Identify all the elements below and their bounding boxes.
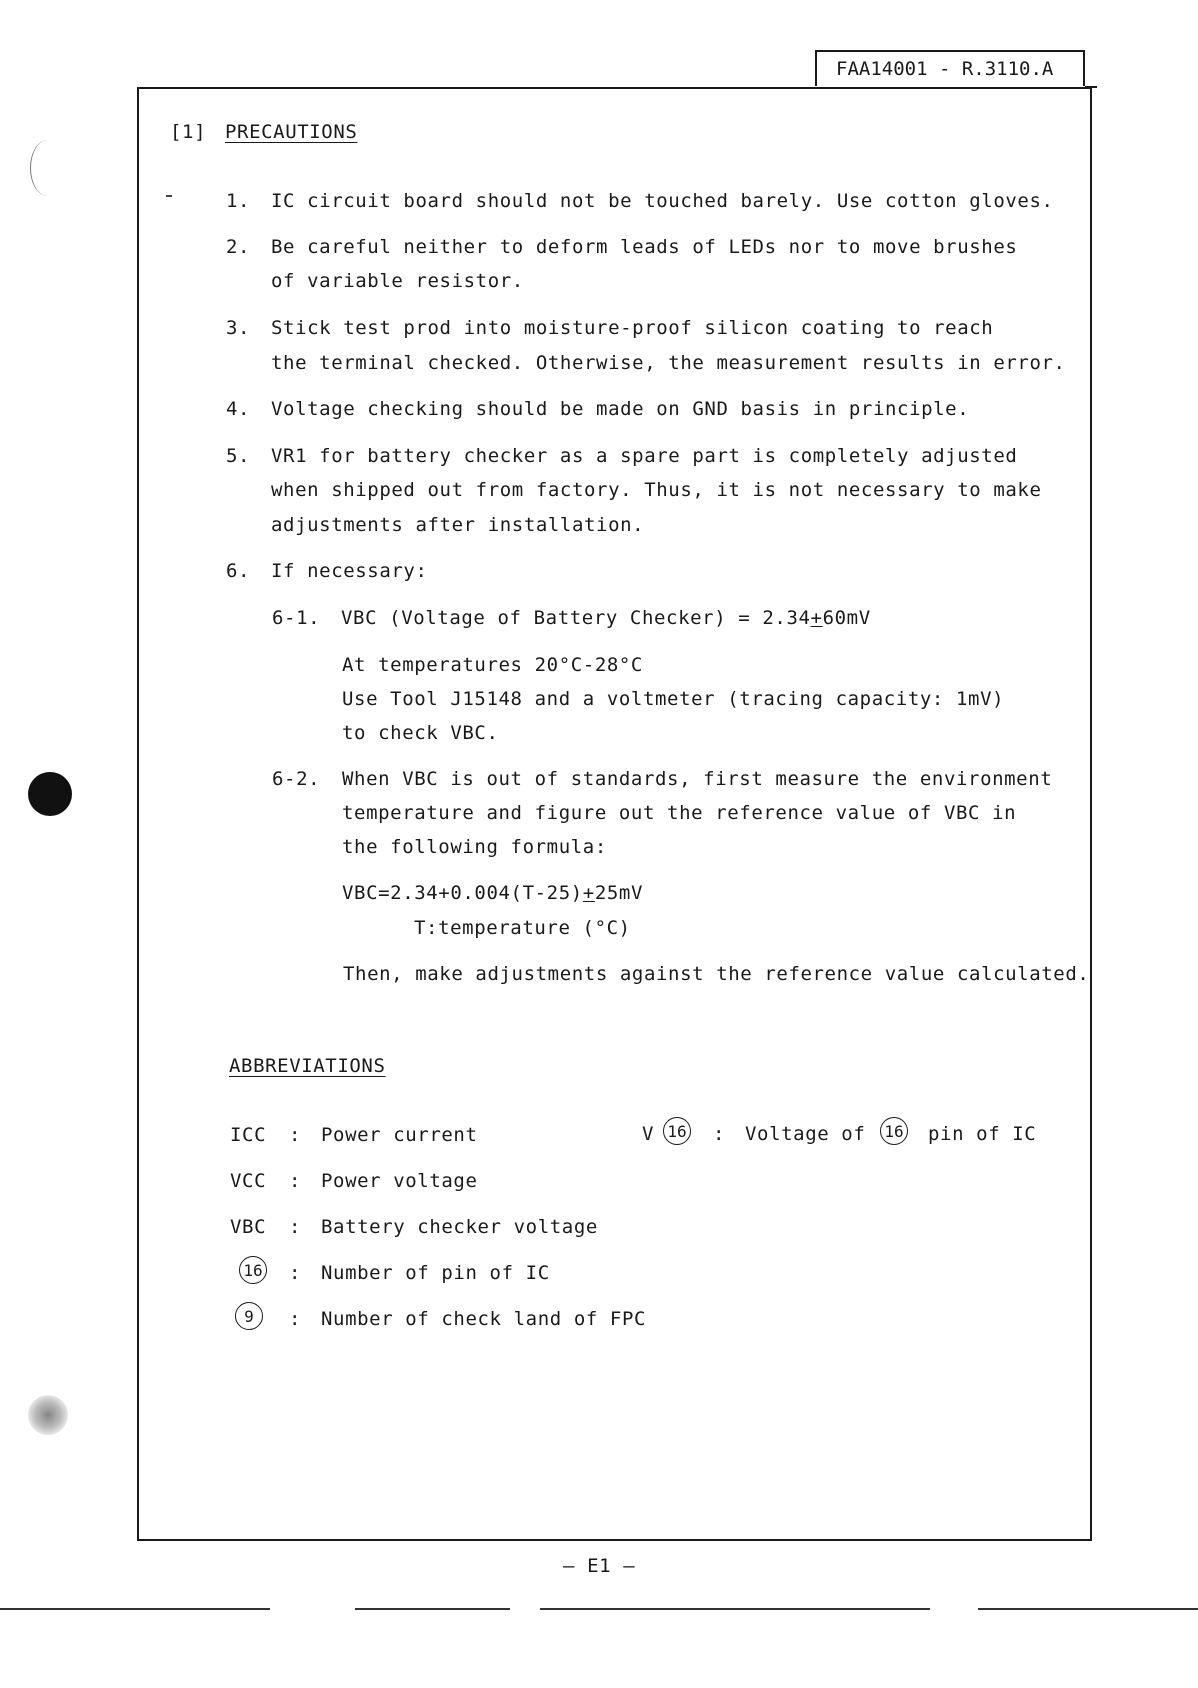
punch-hole-shadow: [30, 140, 65, 196]
document-reference: FAA14001 - R.3110.A: [836, 58, 1054, 80]
circled-pin-number-icon: [663, 1117, 691, 1145]
abbr-desc: Power voltage: [321, 1170, 478, 1192]
list-item-number: 3.: [226, 317, 251, 339]
list-item-text: adjustments after installation.: [271, 514, 645, 536]
circled-number: 16: [239, 1256, 267, 1284]
punch-hole-faint: [28, 1395, 68, 1435]
scan-rule: [540, 1608, 930, 1610]
punch-hole: [28, 772, 72, 816]
scan-mark: [166, 195, 172, 197]
reference-formula: [342, 882, 643, 904]
list-item-number: 4.: [226, 398, 251, 420]
scan-rule: [0, 1608, 270, 1610]
circled-pin-number-icon: [239, 1256, 267, 1284]
abbr-colon: :: [289, 1216, 302, 1238]
list-item-number: 5.: [226, 445, 251, 467]
formula-part: VBC=2.34+0.004(T-25): [342, 882, 583, 904]
circled-number: 16: [880, 1117, 908, 1145]
abbr-desc: Voltage of: [745, 1123, 866, 1145]
list-item-text: IC circuit board should not be touched barely. Use cotton gloves.: [271, 190, 1054, 212]
sub-item-text: At temperatures 20°C-28°C: [342, 654, 643, 676]
abbr-desc: Power current: [321, 1124, 478, 1146]
document-reference-box: [815, 50, 1085, 86]
formula-part: VBC (Voltage of Battery Checker) = 2.34: [341, 607, 811, 629]
scan-rule: [978, 1608, 1198, 1610]
list-item-text: the terminal checked. Otherwise, the measurement results in error.: [271, 352, 1066, 374]
circled-check-land-icon: [235, 1302, 263, 1330]
abbr-colon: :: [289, 1124, 302, 1146]
abbr-term: VBC: [230, 1216, 267, 1238]
sub-item-number: 6-2.: [272, 768, 321, 790]
list-item-text: when shipped out from factory. Thus, it is not necessary to make: [271, 479, 1042, 501]
abbr-colon: :: [289, 1262, 302, 1284]
list-item-number: 6.: [226, 560, 251, 582]
abbr-desc: Battery checker voltage: [321, 1216, 598, 1238]
list-item-text: If necessary:: [271, 560, 428, 582]
circled-number: 16: [663, 1117, 691, 1145]
list-item-number: 1.: [226, 190, 251, 212]
list-item-text: Be careful neither to deform leads of LEDs nor to move brushes: [271, 236, 1018, 258]
sub-item-text: temperature and figure out the reference value of VBC in: [342, 802, 1017, 824]
abbr-term: ICC: [230, 1124, 267, 1146]
plus-minus-sign: +: [582, 882, 595, 904]
plus-minus-sign: +: [810, 607, 823, 629]
abbr-colon: :: [289, 1170, 302, 1192]
section-number: [1]: [170, 121, 207, 143]
abbr-desc: Number of pin of IC: [321, 1262, 550, 1284]
list-item-number: 2.: [226, 236, 251, 258]
sub-item-text: Use Tool J15148 and a voltmeter (tracing capacity: 1mV): [342, 688, 1005, 710]
abbr-term: VCC: [230, 1170, 267, 1192]
sub-item-text: the following formula:: [342, 836, 607, 858]
circled-number: 9: [235, 1302, 263, 1330]
formula-part: 60mV: [822, 607, 871, 629]
list-item-text: VR1 for battery checker as a spare part is completely adjusted: [271, 445, 1018, 467]
sub-item-text: Then, make adjustments against the reference value calculated.: [343, 963, 1090, 985]
circled-pin-number-icon: [880, 1117, 908, 1145]
list-item-text: Voltage checking should be made on GND basis in principle.: [271, 398, 970, 420]
page-number: — E1 —: [563, 1555, 636, 1577]
sub-item-text: to check VBC.: [342, 722, 499, 744]
formula-variable-note: T:temperature (°C): [414, 917, 631, 939]
list-item-text: Stick test prod into moisture-proof silicon coating to reach: [271, 317, 994, 339]
sub-item-text: When VBC is out of standards, first measure the environment: [342, 768, 1053, 790]
section-title: PRECAUTIONS: [225, 121, 358, 143]
abbr-term: V: [642, 1123, 655, 1145]
abbr-desc: pin of IC: [928, 1123, 1037, 1145]
abbreviations-heading: ABBREVIATIONS: [229, 1055, 386, 1077]
abbr-colon: :: [713, 1123, 726, 1145]
scan-rule: [355, 1608, 510, 1610]
abbr-colon: :: [289, 1308, 302, 1330]
formula-part: 25mV: [594, 882, 643, 904]
vbc-spec-formula: [341, 607, 871, 629]
sub-item-number: 6-1.: [272, 607, 321, 629]
list-item-text: of variable resistor.: [271, 270, 524, 292]
abbr-desc: Number of check land of FPC: [321, 1308, 647, 1330]
